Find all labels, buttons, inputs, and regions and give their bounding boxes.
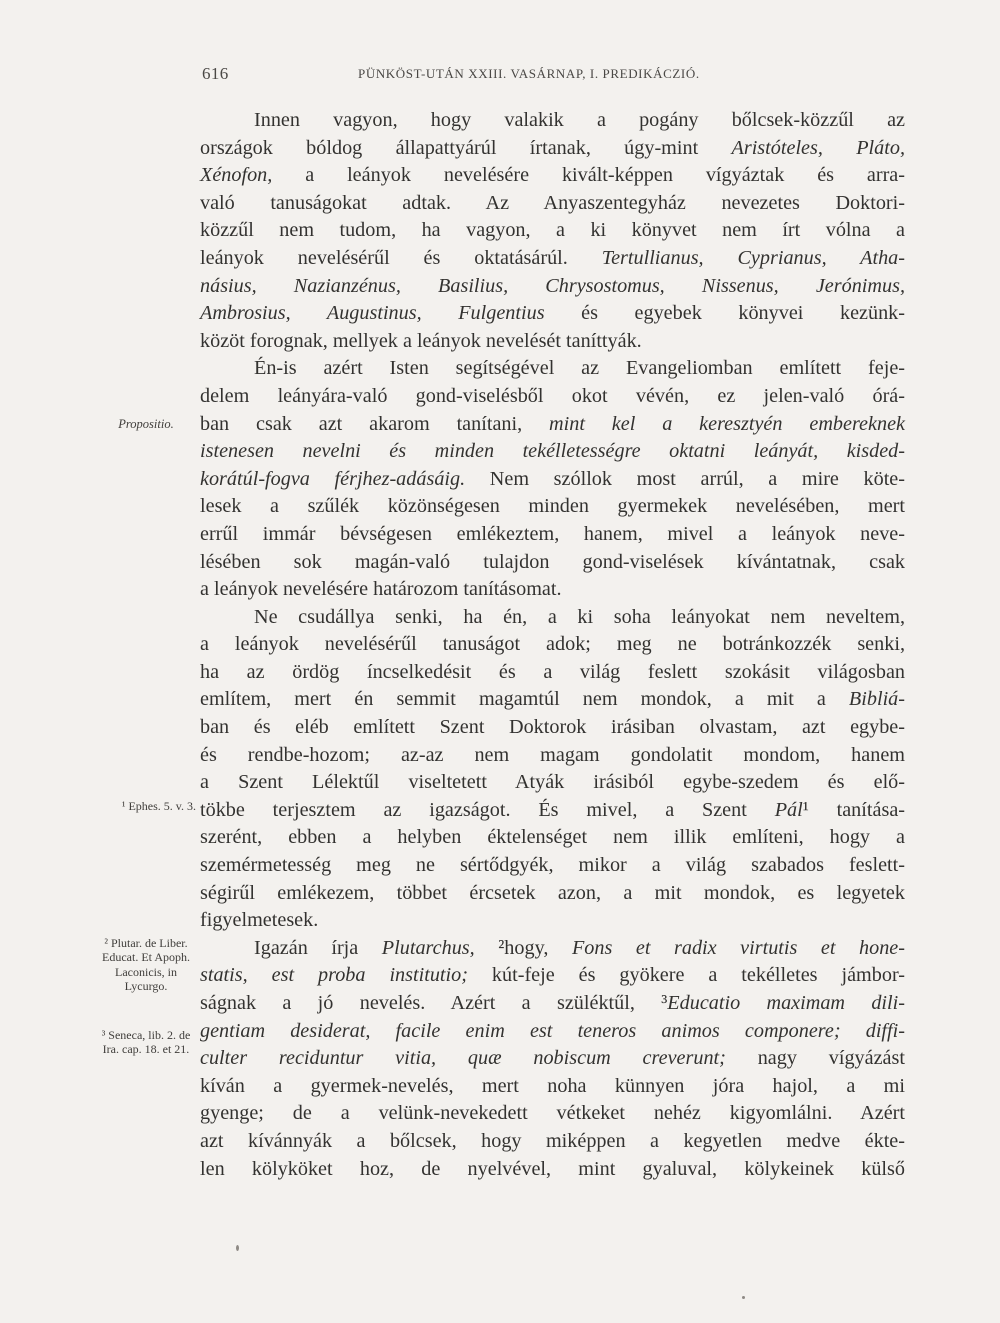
text-line: delem leányára-való gond-viselésből okot vévén, ez jelen-való órá- bbox=[200, 384, 905, 407]
text-line: culter reciduntur vitia, quæ nobiscum creverunt; nagy vígyázást bbox=[200, 1047, 905, 1070]
text-line: lesek a szűlék közönségesen minden gyermekek nevelésében, mert bbox=[200, 495, 905, 518]
body-text bbox=[200, 107, 905, 1183]
text-line: Ambrosius, Augustinus, Fulgentius és egyebek könyvei kezünk- bbox=[200, 302, 905, 325]
text-line: tökbe terjesztem az igazságot. És mivel, a Szent Pál¹ tanítása- bbox=[200, 798, 905, 821]
text-line: ban csak azt akarom tanítani, mint kel a keresztyén embereknek bbox=[200, 412, 905, 435]
text-line: Innen vagyon, hogy valakik a pogány bőlcsek-közzűl az bbox=[254, 109, 905, 131]
text-line: szerént, ebben a helyben éktelenséget nem illik említeni, hogy a bbox=[200, 826, 905, 849]
text-line: figyelmetesek. bbox=[200, 909, 319, 932]
text-line: Ne csudállya senki, ha én, a ki soha leányokat nem neveltem, bbox=[254, 605, 905, 628]
running-title: PÜNKÖST-UTÁN XXIII. VASÁRNAP, I. PREDIKÁCZIÓ. bbox=[358, 66, 700, 81]
text-line: közöt forognak, mellyek a leányok nevelését taníttyák. bbox=[200, 329, 642, 352]
text-line: ságnak a jó nevelés. Azért a szüléktűl, ³Educatio maximam dili- bbox=[200, 992, 905, 1014]
text-line: lésében sok magán-való tulajdon gond-viselések kívántatnak, csak bbox=[200, 550, 905, 573]
text-line: Én-is azért Isten segítségével az Evangeliomban említett feje- bbox=[254, 357, 905, 380]
margin-note-plutarch: ² Plutar. de Liber. Educat. Et Apoph. Laconicis, in Lycurgo. bbox=[102, 936, 190, 993]
margin-note-propositio: Propositio. bbox=[118, 417, 174, 431]
text-line: len kölyköket hoz, de nyelvével, mint gyaluval, kölykeinek külső bbox=[200, 1157, 905, 1180]
text-line: korátúl-fogva férjhez-adásáig. Nem szóllok most arrúl, a mire köte- bbox=[200, 467, 905, 490]
text-line: ségirűl emlékezem, többet ércsetek azon, a mit mondok, es legyetek bbox=[200, 881, 905, 904]
text-line: a leányok nevelésére határozom tanításomat. bbox=[200, 578, 562, 601]
text-line: errűl immár bévségesen emlékeztem, hanem, mivel a leányok neve- bbox=[200, 522, 905, 545]
text-line: ha az ördög íncselkedésit és a világ feslett szokásit világosban bbox=[200, 660, 905, 683]
margin-note-seneca: ³ Seneca, lib. 2. de Ira. cap. 18. et 21. bbox=[101, 1028, 191, 1057]
text-line: istenesen nevelni és minden tekélletességre oktatni leányát, kisded- bbox=[200, 440, 905, 463]
text-line: azt kívánnyák a bőlcsek, hogy miképpen a kegyetlen medve ékte- bbox=[200, 1129, 905, 1152]
running-head bbox=[200, 62, 905, 86]
text-line: ban és eléb említett Szent Doktorok irásiban olvastam, azt egybe- bbox=[200, 716, 905, 739]
text-line: említem, mert én semmit magamtúl nem mondok, a mit a Bibliá- bbox=[200, 688, 905, 711]
page-number: 616 bbox=[202, 64, 229, 83]
text-line: a leányok nevelésérűl tanuságot adok; meg ne botránkozzék senki, bbox=[200, 633, 905, 656]
text-line: országok bóldog állapattyárúl írtanak, úgy-mint Aristóteles, Pláto, bbox=[200, 136, 906, 159]
text-line: leányok nevelésérűl és oktatásárúl. Tertullianus, Cyprianus, Atha- bbox=[200, 246, 905, 269]
text-line: statis, est proba institutio; kút-feje és gyökere a tekélletes jámbor- bbox=[200, 964, 905, 987]
text-line: gyenge; de a velünk-nevekedett vétkeket nehéz kigyomlálni. Azért bbox=[200, 1102, 905, 1125]
text-line: gentiam desiderat, facile enim est teneros animos componere; diffi- bbox=[200, 1019, 905, 1042]
text-line: kíván a gyermek-nevelés, mert noha künnyen jóra hajol, a mi bbox=[200, 1074, 905, 1097]
text-line: és rendbe-hozom; az-az nem magam gondolatit mondom, hanem bbox=[200, 743, 905, 766]
paper-speck bbox=[236, 1245, 239, 1251]
text-line: szemérmetesség meg ne sértődgyék, mikor a világ szabados feslett- bbox=[200, 854, 905, 877]
text-line: násius, Nazianzénus, Basilius, Chrysostomus, Nissenus, Jerónimus, bbox=[200, 274, 905, 297]
text-line: való tanuságokat adtak. Az Anyaszentegyház nevezetes Doktori- bbox=[200, 191, 905, 214]
paper-speck bbox=[742, 1296, 745, 1299]
margin-note-ephesians: ¹ Ephes. 5. v. 3. bbox=[121, 799, 196, 813]
text-line: a Szent Lélektűl viseltetett Atyák irásiból egybe-szedem és elő- bbox=[200, 771, 905, 794]
text-line: közzűl nem tudom, ha vagyon, a ki könyvet nem írt vólna a bbox=[200, 219, 905, 242]
text-line: Igazán írja Plutarchus, ²hogy, Fons et radix virtutis et hone- bbox=[254, 936, 905, 959]
text-line: Xénofon, a leányok nevelésére kivált-képpen vígyáztak és arra- bbox=[200, 164, 905, 187]
